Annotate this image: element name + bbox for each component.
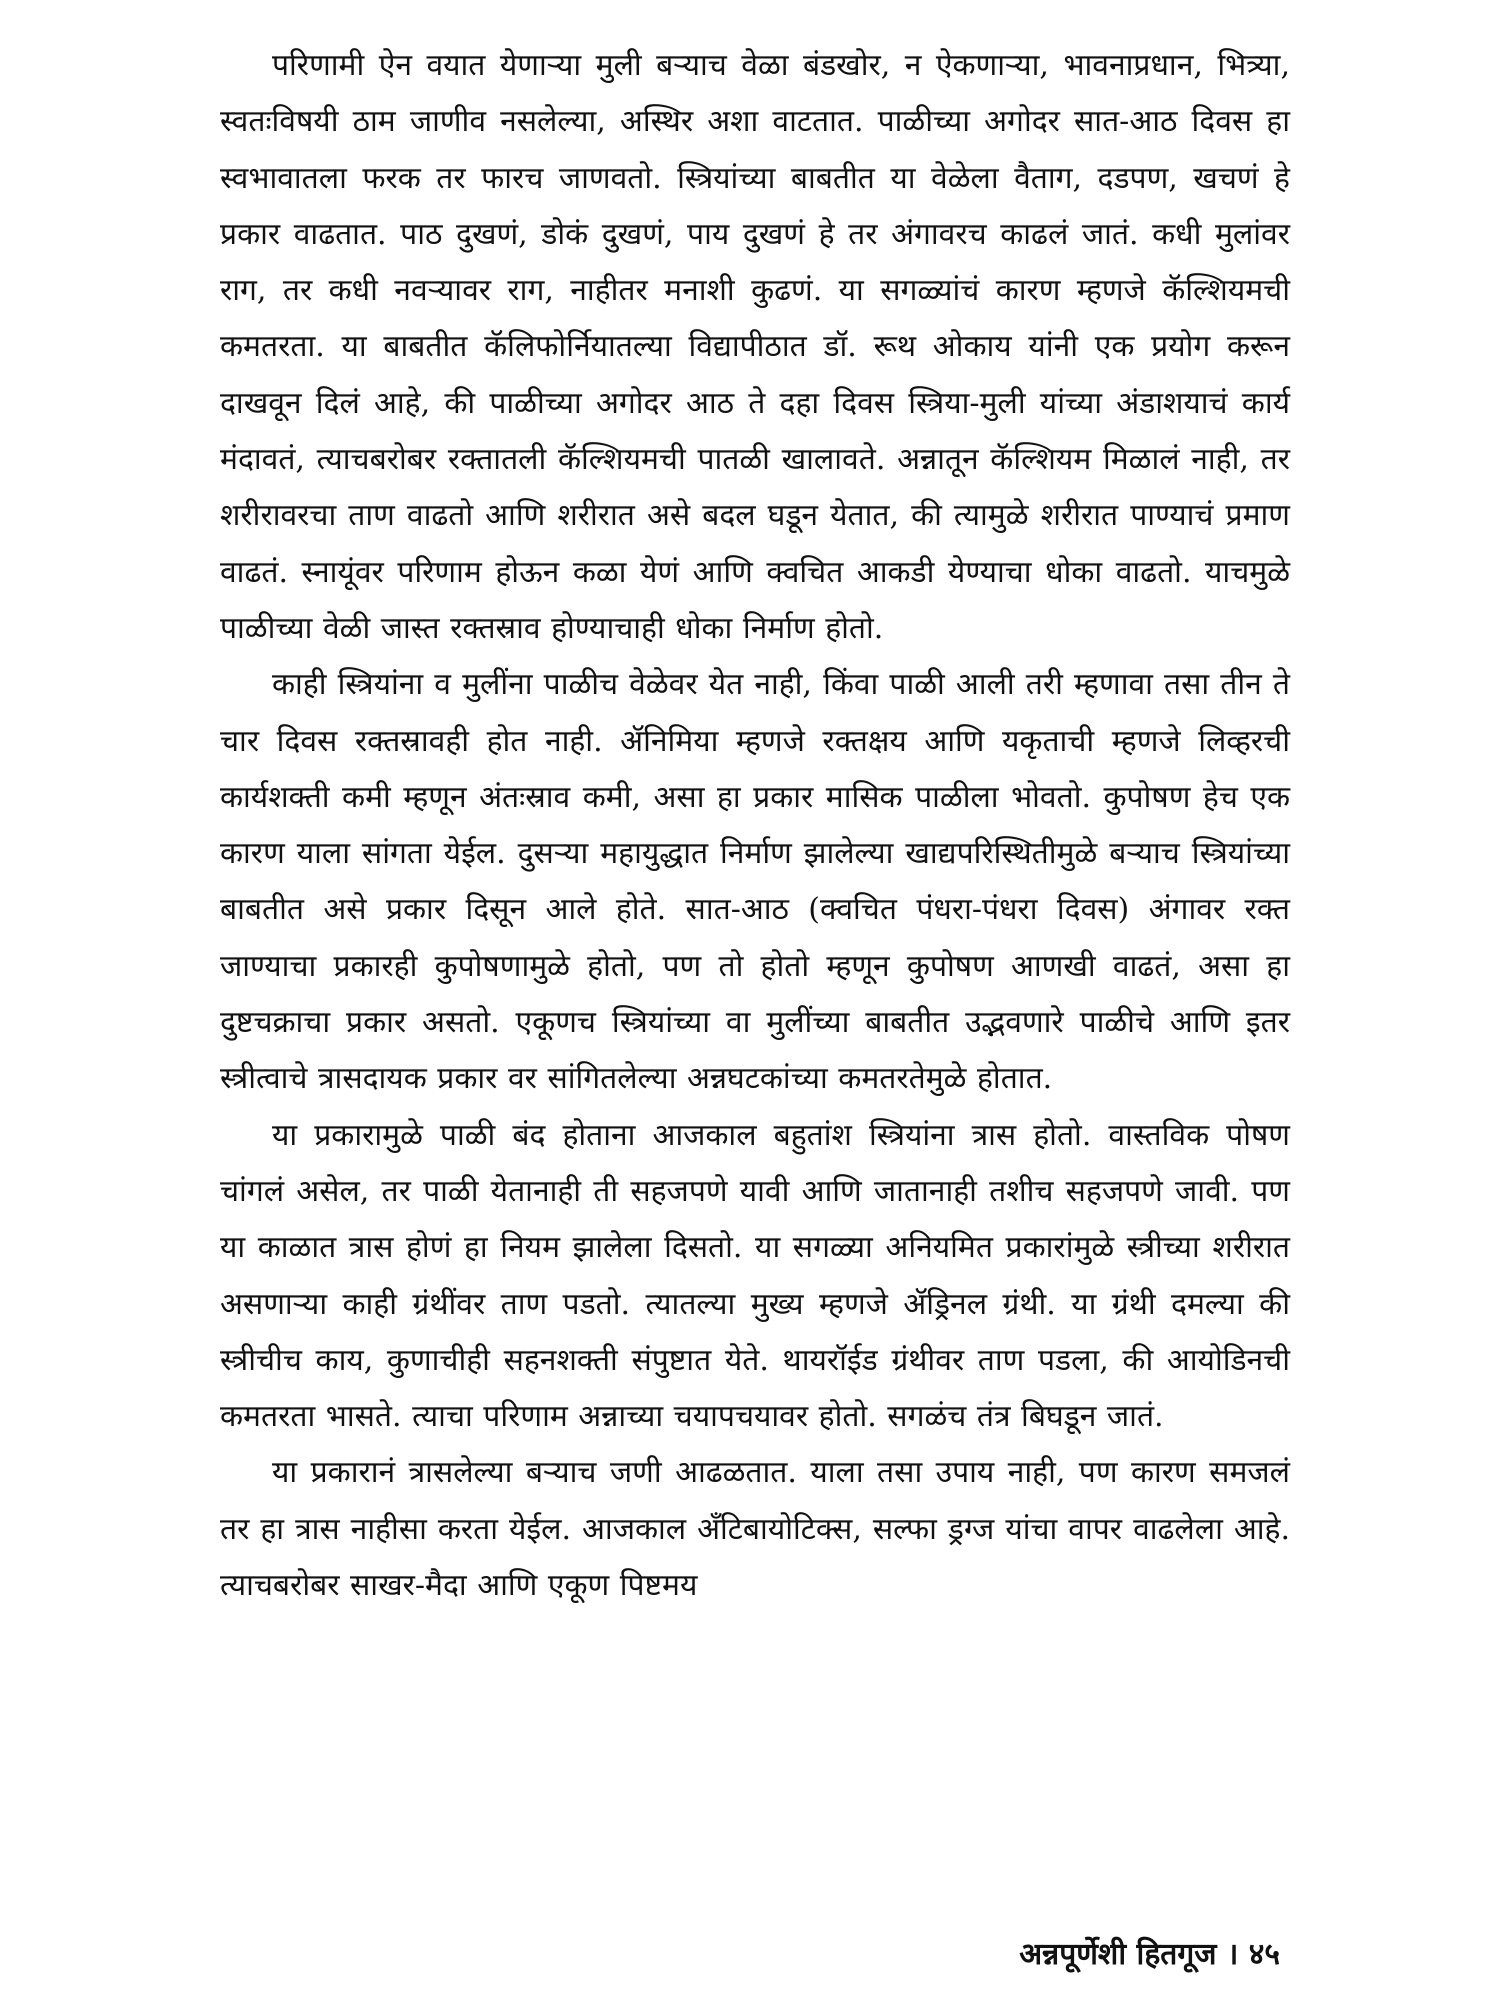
footer-book-title: अन्नपूर्णेशी हितगूज: [1019, 1937, 1217, 1972]
footer-separator: ।: [1226, 1937, 1239, 1972]
paragraph-1: परिणामी ऐन वयात येणाऱ्या मुली बऱ्याच वेळा बंडखोर, न ऐकणाऱ्या, भावनाप्रधान, भित्र्या, स्वतःविषयी ठाम जाणीव नसलेल्या, अस्थिर अशा वाटतात. पाळीच्या अगोदर सात-आठ दिवस हा स्वभावातला फरक तर फारच जाणवतो. स्त्रियांच्या बाबतीत या वेळेला वैताग, दडपण, खचणं हे प्रकार वाढतात. पाठ दुखणं, डोकं दुखणं, पाय दुखणं हे तर अंगावरच काढलं जातं. कधी मुलांवर राग, तर कधी नवऱ्यावर राग, नाहीतर मनाशी कुढणं. या सगळ्यांचं कारण म्हणजे कॅल्शियमची कमतरता. या बाबतीत कॅलिफोर्नियातल्या विद्यापीठात डॉ. रूथ ओकाय यांनी एक प्रयोग करून दाखवून दिलं आहे, की पाळीच्या अगोदर आठ ते दहा दिवस स्त्रिया-मुली यांच्या अंडाशयाचं कार्य मंदावतं, त्याचबरोबर रक्तातली कॅल्शियमची पातळी खालावते. अन्नातून कॅल्शियम मिळालं नाही, तर शरीरावरचा ताण वाढतो आणि शरीरात असे बदल घडून येतात, की त्यामुळे शरीरात पाण्याचं प्रमाण वाढतं. स्नायूंवर परिणाम होऊन कळा येणं आणि क्वचित आकडी येण्याचा धोका वाढतो. याचमुळे पाळीच्या वेळी जास्त रक्तस्राव होण्याचाही धोका निर्माण होतो.: [220, 48, 1290, 646]
body-text: [220, 38, 1290, 1614]
paragraph-3: या प्रकारामुळे पाळी बंद होताना आजकाल बहुतांश स्त्रियांना त्रास होतो. वास्तविक पोषण चांगलं असेल, तर पाळी येतानाही ती सहजपणे यावी आणि जातानाही तशीच सहजपणे जावी. पण या काळात त्रास होणं हा नियम झालेला दिसतो. या सगळ्या अनियमित प्रकारांमुळे स्त्रीच्या शरीरात असणाऱ्या काही ग्रंथींवर ताण पडतो. त्यातल्या मुख्य म्हणजे ॲड्रिनल ग्रंथी. या ग्रंथी दमल्या की स्त्रीचीच काय, कुणाचीही सहनशक्ती संपुष्टात येते. थायरॉईड ग्रंथीवर ताण पडला, की आयोडिनची कमतरता भासते. त्याचा परिणाम अन्नाच्या चयापचयावर होतो. सगळंच तंत्र बिघडून जातं.: [220, 1117, 1290, 1435]
paragraph-2: काही स्त्रियांना व मुलींना पाळीच वेळेवर येत नाही, किंवा पाळी आली तरी म्हणावा तसा तीन ते चार दिवस रक्तस्रावही होत नाही. ॲनिमिया म्हणजे रक्तक्षय आणि यकृताची म्हणजे लिव्हरची कार्यशक्ती कमी म्हणून अंतःस्राव कमी, असा हा प्रकार मासिक पाळीला भोवतो. कुपोषण हेच एक कारण याला सांगता येईल. दुसऱ्या महायुद्धात निर्माण झालेल्या खाद्यपरिस्थितीमुळे बऱ्याच स्त्रियांच्या बाबतीत असे प्रकार दिसून आले होते. सात-आठ (क्वचित पंधरा-पंधरा दिवस) अंगावर रक्त जाण्याचा प्रकारही कुपोषणामुळे होतो, पण तो होतो म्हणून कुपोषण आणखी वाढतं, असा हा दुष्टचक्राचा प्रकार असतो. एकूणच स्त्रियांच्या वा मुलींच्या बाबतीत उद्भवणारे पाळीचे आणि इतर स्त्रीत्वाचे त्रासदायक प्रकार वर सांगितलेल्या अन्नघटकांच्या कमतरतेमुळे होतात.: [220, 667, 1290, 1097]
page-footer: [1019, 1932, 1280, 1973]
page-number: ४५: [1248, 1937, 1280, 1972]
paragraph-4: या प्रकारानं त्रासलेल्या बऱ्याच जणी आढळतात. याला तसा उपाय नाही, पण कारण समजलं तर हा त्रास नाहीसा करता येईल. आजकाल ॲंटिबायोटिक्स, सल्फा ड्रग्ज यांचा वापर वाढलेला आहे. त्याचबरोबर साखर-मैदा आणि एकूण पिष्टमय: [220, 1455, 1290, 1604]
